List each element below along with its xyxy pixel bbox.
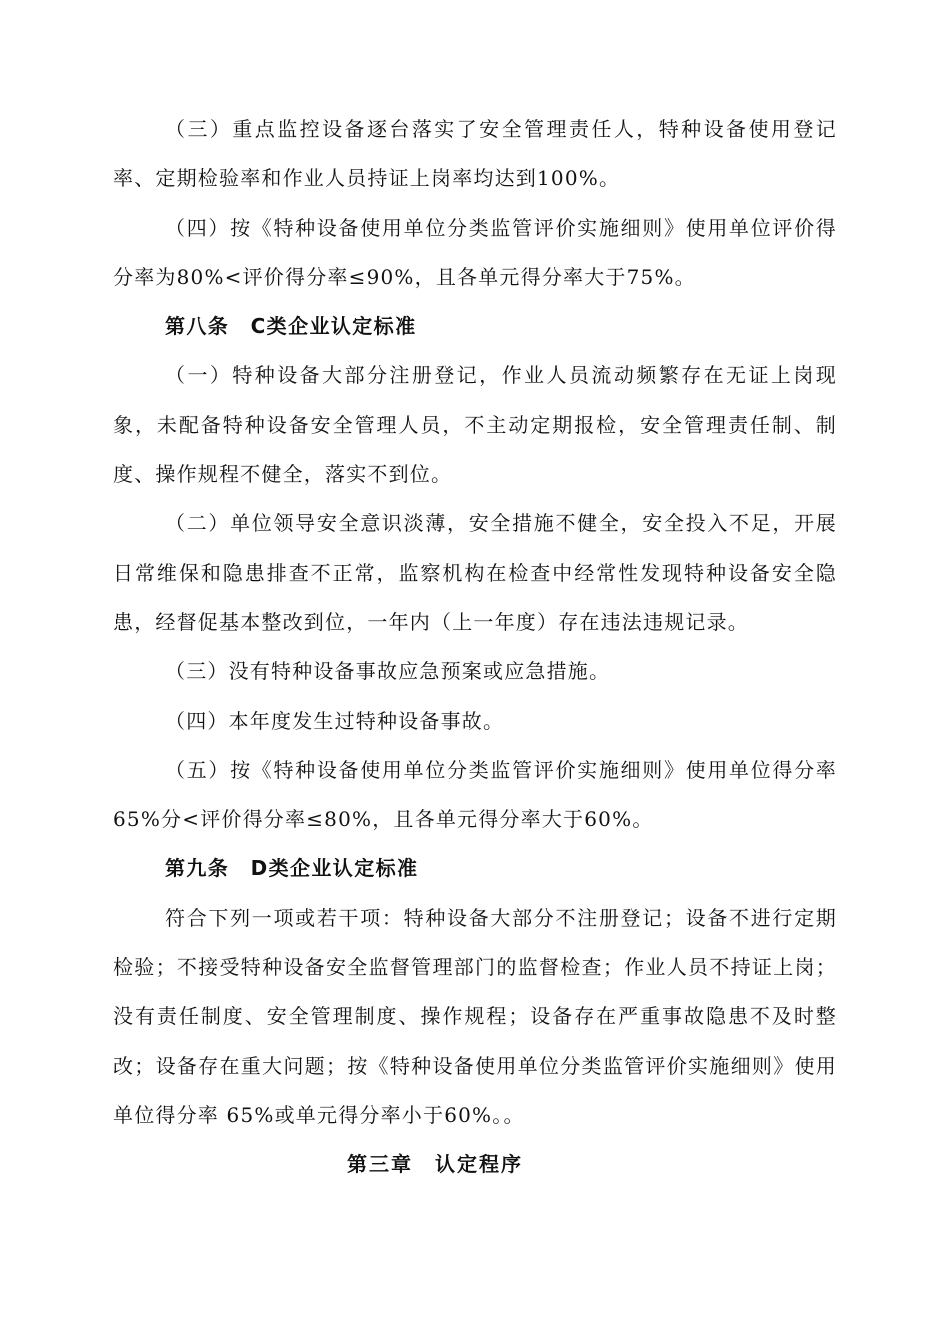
c-class-item-3: （三）没有特种设备事故应急预案或应急措施。 (165, 659, 611, 684)
article-8-heading: 第八条 C类企业认定标准 (165, 314, 417, 339)
d-class-criteria: 符合下列一项或若干项：特种设备大部分不注册登记；设备不进行定期检验；不接受特种设备安全监督管理部门的监督检查；作业人员不持证上岗；没有责任制度、安全管理制度、操作规程；设备存在严重事故隐患不及时整改；设备存在重大问题；按《特种设备使用单位分类监管评价实施细则》使用单位得分率 65%或单元得分率小于60%。。 (113, 905, 837, 1127)
c-class-item-4: （四）本年度发生过特种设备事故。 (165, 708, 505, 733)
chapter-3-title: 第三章 认定程序 (347, 1152, 523, 1177)
c-class-item-1: （一）特种设备大部分注册登记，作业人员流动频繁存在无证上岗现象，未配备特种设备安全管理人员，不主动定期报检，安全管理责任制、制度、操作规程不健全，落实不到位。 (113, 363, 837, 487)
c-class-item-5: （五）按《特种设备使用单位分类监管评价实施细则》使用单位得分率 65%分<评价得分率≤80%，且各单元得分率大于60%。 (113, 757, 837, 832)
c-class-item-2: （二）单位领导安全意识淡薄，安全措施不健全，安全投入不足，开展日常维保和隐患排查不正常，监察机构在检查中经常性发现特种设备安全隐患，经督促基本整改到位，一年内（上一年度）存在违法违规记录。 (113, 511, 837, 634)
paragraph-item-3: （三）重点监控设备逐台落实了安全管理责任人，特种设备使用登记率、定期检验率和作业人员持证上岗率均达到100%。 (113, 117, 837, 191)
article-9-heading: 第九条 D类企业认定标准 (165, 856, 419, 881)
document-body (113, 105, 837, 1190)
paragraph-item-4: （四）按《特种设备使用单位分类监管评价实施细则》使用单位评价得分率为80%<评价得分率≤90%，且各单元得分率大于75%。 (113, 215, 837, 289)
